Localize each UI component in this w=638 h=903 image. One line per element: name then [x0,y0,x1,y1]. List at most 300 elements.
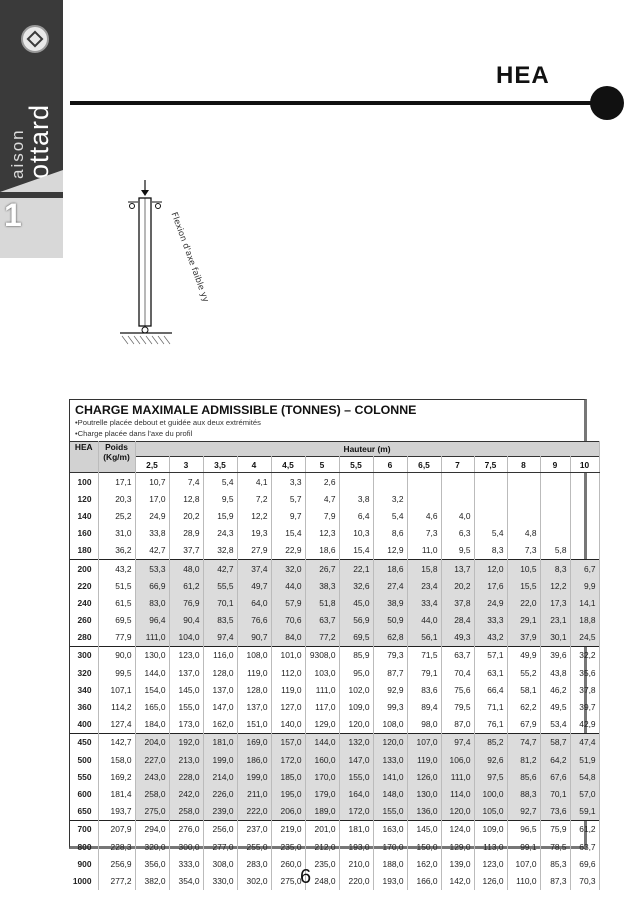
column-diagram-icon [100,178,220,358]
load-cell: 83,0 [135,594,169,611]
load-cell [441,490,474,507]
load-cell: 3,8 [339,490,373,507]
load-cell: 258,0 [169,803,203,821]
load-cell [540,507,570,524]
hea-cell: 260 [70,612,98,629]
load-cell: 77,2 [305,629,339,647]
load-cell: 73,6 [540,803,570,821]
load-cell: 243,0 [135,768,169,785]
load-cell: 12,9 [373,542,407,560]
load-cell: 258,0 [135,785,169,802]
load-cell [570,507,599,524]
load-cell: 248,0 [305,872,339,889]
table-row [70,559,599,577]
load-cell: 23,4 [407,577,441,594]
load-cell: 8,3 [540,559,570,577]
table-row [70,733,599,751]
load-cell: 195,0 [271,785,305,802]
load-cell: 92,6 [474,751,507,768]
load-cell: 192,0 [169,733,203,751]
load-cell: 70,4 [441,664,474,681]
load-cell: 199,0 [237,768,271,785]
load-cell: 129,0 [441,838,474,855]
height-col-header: 7,5 [474,457,507,473]
load-cell: 30,1 [540,629,570,647]
load-cell: 137,0 [203,681,237,698]
load-cell: 111,0 [305,681,339,698]
poids-cell: 193,7 [98,803,135,821]
load-cell: 85,3 [540,855,570,872]
table-body [70,473,599,890]
load-cell: 101,0 [271,646,305,664]
load-cell [540,525,570,542]
load-cell: 108,0 [373,716,407,734]
load-cell [507,490,540,507]
load-cell: 184,0 [135,716,169,734]
load-cell: 112,0 [271,664,305,681]
table-note-1: •Poutrelle placée debout et guidée aux deux extrémités [75,418,261,427]
table-row [70,855,599,872]
load-cell: 54,8 [570,768,599,785]
load-cell: 7,2 [237,490,271,507]
load-cell: 79,5 [441,698,474,715]
hea-cell: 160 [70,525,98,542]
load-cell: 119,0 [271,681,305,698]
load-cell: 120,0 [373,733,407,751]
load-cell: 89,4 [407,698,441,715]
load-cell: 8,6 [373,525,407,542]
poids-cell: 20,3 [98,490,135,507]
hea-cell: 700 [70,820,98,838]
load-cell [474,507,507,524]
poids-cell: 169,2 [98,768,135,785]
load-cell: 61,2 [570,820,599,838]
load-cell: 15,4 [339,542,373,560]
poids-cell: 99,5 [98,664,135,681]
load-cell: 277,0 [203,838,237,855]
load-cell: 154,0 [135,681,169,698]
table-row [70,525,599,542]
load-cell: 57,1 [474,646,507,664]
poids-cell: 17,1 [98,473,135,491]
load-cell: 10,3 [339,525,373,542]
load-cell: 155,0 [339,768,373,785]
hea-cell: 280 [70,629,98,647]
load-cell: 74,7 [507,733,540,751]
load-cell: 99,3 [373,698,407,715]
hea-cell: 900 [70,855,98,872]
load-cell: 70,1 [203,594,237,611]
load-cell: 242,0 [169,785,203,802]
load-cell: 64,0 [237,594,271,611]
load-cell: 85,6 [507,768,540,785]
load-cell: 181,0 [339,820,373,838]
load-cell: 57,0 [570,785,599,802]
poids-cell: 158,0 [98,751,135,768]
height-col-header: 3 [169,457,203,473]
load-cell: 117,0 [305,698,339,715]
height-col-header: 8 [507,457,540,473]
hea-cell: 360 [70,698,98,715]
load-cell: 33,3 [474,612,507,629]
load-cell: 300,0 [169,838,203,855]
table-title: CHARGE MAXIMALE ADMISSIBLE (TONNES) – COLONNE [75,403,417,417]
load-cell: 9,9 [570,577,599,594]
hea-cell: 340 [70,681,98,698]
load-table [70,441,600,890]
load-cell: 133,0 [373,751,407,768]
load-cell: 128,0 [203,664,237,681]
load-cell: 15,8 [407,559,441,577]
heights-row [70,457,599,473]
table-row [70,838,599,855]
load-cell: 333,0 [169,855,203,872]
load-cell: 24,3 [203,525,237,542]
load-cell: 237,0 [237,820,271,838]
load-cell: 120,0 [441,803,474,821]
load-cell: 69,6 [570,855,599,872]
load-cell: 62,8 [373,629,407,647]
load-cell: 170,0 [305,768,339,785]
load-cell: 20,2 [169,507,203,524]
hea-cell: 220 [70,577,98,594]
load-cell: 12,2 [540,577,570,594]
load-cell: 43,8 [540,664,570,681]
col-poids-header: Poids (Kg/m) [98,442,135,473]
load-cell: 12,0 [474,559,507,577]
table-row [70,785,599,802]
load-cell: 18,8 [570,612,599,629]
load-cell: 76,6 [237,612,271,629]
load-cell: 132,0 [339,733,373,751]
load-cell: 90,4 [169,612,203,629]
hea-cell: 800 [70,838,98,855]
load-cell: 5,8 [540,542,570,560]
load-cell: 147,0 [203,698,237,715]
load-cell: 111,0 [441,768,474,785]
load-cell: 162,0 [407,855,441,872]
load-cell: 136,0 [407,803,441,821]
load-cell [570,490,599,507]
load-cell: 4,0 [441,507,474,524]
load-cell: 7,3 [507,542,540,560]
side-band [0,0,63,258]
height-col-header: 5 [305,457,339,473]
brand-line1: aison [8,128,27,179]
load-cell: 42,7 [203,559,237,577]
load-cell: 108,0 [237,646,271,664]
load-cell: 17,6 [474,577,507,594]
load-cell: 255,0 [237,838,271,855]
poids-cell: 127,4 [98,716,135,734]
load-cell: 201,0 [305,820,339,838]
height-col-header: 3,5 [203,457,237,473]
load-cell: 49,9 [507,646,540,664]
load-cell: 130,0 [407,785,441,802]
load-cell: 3,2 [373,490,407,507]
poids-cell: 142,7 [98,733,135,751]
load-cell: 14,1 [570,594,599,611]
load-cell: 76,1 [474,716,507,734]
load-cell [441,473,474,491]
table-row [70,594,599,611]
load-cell: 155,0 [169,698,203,715]
load-cell: 126,0 [407,768,441,785]
load-cell: 109,0 [474,820,507,838]
hea-cell: 450 [70,733,98,751]
load-cell: 76,9 [169,594,203,611]
load-cell: 15,9 [203,507,237,524]
poids-cell: 51,5 [98,577,135,594]
load-cell: 29,1 [507,612,540,629]
height-col-header: 6,5 [407,457,441,473]
height-col-header: 4 [237,457,271,473]
load-cell: 9308,0 [305,646,339,664]
load-cell: 24,9 [474,594,507,611]
load-cell: 235,0 [305,855,339,872]
load-cell: 12,8 [169,490,203,507]
load-cell: 37,8 [441,594,474,611]
table-note-2: •Charge placée dans l'axe du profil [75,429,193,438]
load-cell: 12,2 [237,507,271,524]
load-cell: 15,4 [271,525,305,542]
load-cell: 6,7 [570,559,599,577]
load-cell: 199,0 [203,751,237,768]
load-cell: 5,4 [474,525,507,542]
load-cell: 15,5 [507,577,540,594]
load-cell: 38,9 [373,594,407,611]
load-cell: 106,0 [441,751,474,768]
hea-cell: 180 [70,542,98,560]
chapter-number: 1 [4,197,22,233]
load-cell: 57,9 [271,594,305,611]
page-number: 6 [300,866,312,888]
load-cell: 50,9 [373,612,407,629]
load-cell: 87,7 [373,664,407,681]
load-cell: 63,1 [474,664,507,681]
load-cell: 9,7 [271,507,305,524]
table-row [70,803,599,821]
load-cell: 85,9 [339,646,373,664]
load-cell: 239,0 [203,803,237,821]
height-col-header: 10 [570,457,599,473]
height-col-header: 2,5 [135,457,169,473]
load-cell: 70,1 [540,785,570,802]
load-cell: 213,0 [169,751,203,768]
load-cell: 110,0 [507,872,540,889]
header-rule [70,101,605,105]
load-cell: 87,0 [441,716,474,734]
load-cell: 193,0 [339,838,373,855]
load-cell: 127,0 [271,698,305,715]
load-cell: 49,3 [441,629,474,647]
load-cell: 71,5 [407,646,441,664]
load-cell: 5,4 [203,473,237,491]
load-cell [474,473,507,491]
poids-cell: 31,0 [98,525,135,542]
load-cell: 61,2 [169,577,203,594]
load-cell: 62,2 [507,698,540,715]
col-hauteur-header: Hauteur (m) [135,442,599,457]
load-cell: 99,1 [507,838,540,855]
load-cell: 186,0 [237,751,271,768]
load-cell [339,473,373,491]
load-cell: 172,0 [271,751,305,768]
load-cell: 172,0 [339,803,373,821]
load-cell: 7,4 [169,473,203,491]
table-row [70,646,599,664]
load-cell: 18,6 [373,559,407,577]
load-cell: 32,8 [203,542,237,560]
load-cell: 13,7 [441,559,474,577]
load-cell: 24,9 [135,507,169,524]
height-col-header: 5,5 [339,457,373,473]
hea-cell: 240 [70,594,98,611]
brand-line2: ottard [24,103,54,179]
load-cell: 51,8 [305,594,339,611]
load-cell: 53,4 [540,716,570,734]
table-row [70,751,599,768]
load-cell: 49,5 [540,698,570,715]
load-cell: 92,7 [507,803,540,821]
table-row [70,872,599,889]
height-col-header: 9 [540,457,570,473]
load-cell: 87,3 [540,872,570,889]
load-cell: 5,4 [373,507,407,524]
load-cell [570,542,599,560]
load-cell: 22,9 [271,542,305,560]
load-cell: 39,7 [570,698,599,715]
diagram-label: Flexion d'axe faible yy [168,211,211,304]
load-cell: 97,4 [203,629,237,647]
load-cell: 75,9 [540,820,570,838]
load-cell: 22,0 [507,594,540,611]
load-cell: 173,0 [169,716,203,734]
load-cell: 95,0 [339,664,373,681]
load-cell: 37,8 [570,681,599,698]
load-cell: 32,2 [570,646,599,664]
load-cell: 169,0 [237,733,271,751]
load-cell: 204,0 [135,733,169,751]
load-cell: 33,4 [407,594,441,611]
load-cell: 219,0 [271,820,305,838]
load-cell: 220,0 [339,872,373,889]
poids-cell: 43,2 [98,559,135,577]
load-cell: 163,0 [373,820,407,838]
height-col-header: 4,5 [271,457,305,473]
load-cell: 3,3 [271,473,305,491]
load-cell: 81,2 [507,751,540,768]
load-cell: 35,6 [570,664,599,681]
load-cell: 123,0 [169,646,203,664]
load-cell: 302,0 [237,872,271,889]
load-cell: 98,0 [407,716,441,734]
load-cell: 20,2 [441,577,474,594]
load-cell: 67,6 [540,768,570,785]
load-cell: 137,0 [169,664,203,681]
load-cell: 79,3 [373,646,407,664]
col-hea-header: HEA [70,442,98,473]
load-cell: 228,0 [169,768,203,785]
load-cell: 144,0 [305,733,339,751]
load-cell: 28,4 [441,612,474,629]
load-cell: 19,3 [237,525,271,542]
load-cell: 211,0 [237,785,271,802]
load-cell: 6,3 [441,525,474,542]
load-cell: 4,8 [507,525,540,542]
load-cell: 276,0 [169,820,203,838]
table-row [70,507,599,524]
load-cell [570,525,599,542]
load-cell: 47,4 [570,733,599,751]
load-cell: 107,0 [407,733,441,751]
load-cell: 37,9 [507,629,540,647]
header-dot [590,86,624,120]
load-cell: 111,0 [135,629,169,647]
load-cell: 83,5 [203,612,237,629]
load-cell: 70,3 [570,872,599,889]
load-cell: 32,6 [339,577,373,594]
load-cell: 104,0 [169,629,203,647]
load-cell: 63,7 [570,838,599,855]
load-cell: 294,0 [135,820,169,838]
poids-cell: 207,9 [98,820,135,838]
load-cell: 88,3 [507,785,540,802]
load-cell: 97,5 [474,768,507,785]
load-cell: 97,4 [441,733,474,751]
load-cell: 23,1 [540,612,570,629]
load-cell: 33,8 [135,525,169,542]
load-cell: 283,0 [237,855,271,872]
load-cell: 103,0 [305,664,339,681]
table-row [70,612,599,629]
hea-cell: 650 [70,803,98,821]
load-cell: 142,0 [441,872,474,889]
load-cell: 64,2 [540,751,570,768]
load-cell: 17,3 [540,594,570,611]
hea-cell: 500 [70,751,98,768]
load-cell: 148,0 [373,785,407,802]
load-cell: 235,0 [271,838,305,855]
load-cell: 165,0 [135,698,169,715]
load-cell: 7,3 [407,525,441,542]
load-cell [570,473,599,491]
load-cell: 157,0 [271,733,305,751]
load-cell: 46,2 [540,681,570,698]
hea-cell: 1000 [70,872,98,889]
logo-icon [21,25,49,53]
hea-cell: 140 [70,507,98,524]
poids-cell: 228,3 [98,838,135,855]
table-row [70,820,599,838]
load-cell: 181,0 [203,733,237,751]
hea-cell: 400 [70,716,98,734]
poids-cell: 61,5 [98,594,135,611]
load-cell: 45,0 [339,594,373,611]
load-cell: 79,1 [407,664,441,681]
load-cell [407,473,441,491]
load-cell: 193,0 [373,872,407,889]
load-cell: 83,6 [407,681,441,698]
load-cell: 55,5 [203,577,237,594]
load-cell: 116,0 [203,646,237,664]
height-col-header: 6 [373,457,407,473]
load-cell: 49,7 [237,577,271,594]
load-cell: 8,3 [474,542,507,560]
brand-name [6,57,60,187]
load-cell: 126,0 [474,872,507,889]
hea-cell: 120 [70,490,98,507]
